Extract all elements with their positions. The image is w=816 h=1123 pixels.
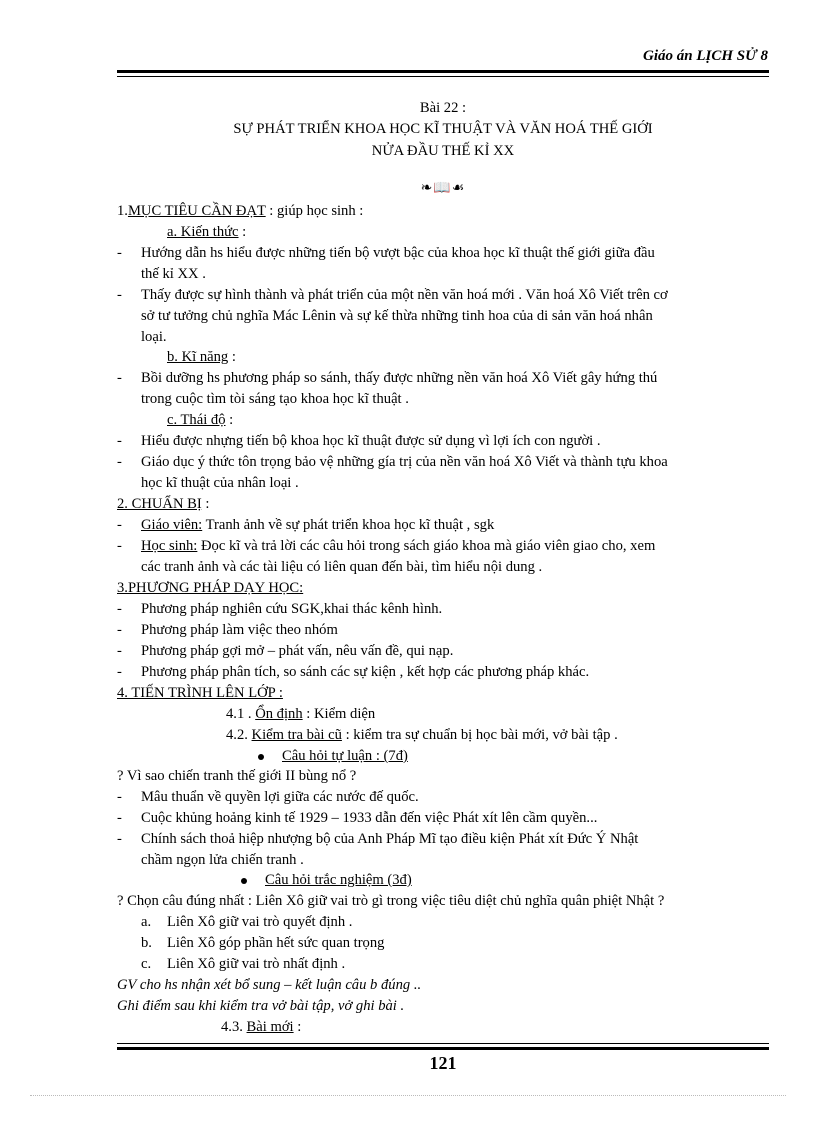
essay-question-label: Câu hỏi tự luận : (7đ) — [258, 748, 408, 765]
header-rule-thick — [117, 70, 769, 73]
list-item-cont: loại. — [141, 329, 167, 345]
header-rule-thin — [117, 76, 769, 77]
page-number: 121 — [429, 1053, 457, 1073]
list-item: Thấy được sự hình thành và phát triển của một nền văn hoá mới . Văn hoá Xô Viết trên cơ — [141, 287, 668, 303]
subheading-ki-nang: b. Kĩ năng : — [167, 349, 236, 365]
dash: - — [117, 433, 122, 449]
subsection-4-3: 4.3. Bài mới : — [221, 1019, 302, 1035]
list-item-cont: trong cuộc tìm tòi sáng tạo khoa học kĩ thuật . — [141, 391, 409, 407]
list-item-cont: học kĩ thuật của nhân loại . — [141, 475, 299, 491]
header-title: Giáo án LỊCH SỬ 8 — [643, 48, 768, 64]
dash: - — [117, 370, 122, 386]
teacher-note: GV cho hs nhận xét bổ sung – kết luận câu b đúng .. — [117, 977, 422, 993]
list-item-giao-vien: Giáo viên: Tranh ảnh về sự phát triển khoa học kĩ thuật , sgk — [141, 517, 495, 533]
list-item-cont: các tranh ảnh và các tài liệu có liên quan đến bài, tìm hiểu nội dung . — [141, 559, 543, 575]
mc-question-label: Câu hỏi trắc nghiệm (3đ) — [241, 872, 412, 889]
bullet-icon — [258, 754, 264, 760]
answer-item: Cuộc khủng hoảng kinh tế 1929 – 1933 dẫn đến việc Phát xít lên cầm quyền... — [141, 810, 598, 826]
subsection-4-2: 4.2. Kiểm tra bài cũ : kiểm tra sự chuẩn bị học bài mới, vở bài tập . — [226, 727, 618, 743]
option-b: b. Liên Xô góp phần hết sức quan trọng — [141, 935, 385, 951]
subsection-4-1: 4.1 . Ổn định : Kiểm diện — [226, 706, 376, 722]
dash: - — [117, 643, 122, 659]
list-item: Giáo dục ý thức tôn trọng bảo vệ những gía trị của nền văn hoá Xô Viết và thành tựu khoa — [141, 454, 668, 470]
section2-heading: 2. CHUẨN BỊ : — [117, 496, 210, 512]
dash: - — [117, 789, 122, 805]
dash: - — [117, 831, 122, 847]
question-text: ? Vì sao chiến tranh thế giới II bùng nổ ? — [117, 768, 357, 784]
question-text: ? Chọn câu đúng nhất : Liên Xô giữ vai trò gì trong việc tiêu diệt chủ nghĩa quân phiệt Nhật ? — [117, 893, 665, 909]
answer-item-cont: chầm ngọn lửa chiến tranh . — [141, 852, 304, 868]
list-item: Bồi dưỡng hs phương pháp so sánh, thấy được những nền văn hoá Xô Viết gây hứng thú — [141, 370, 658, 386]
list-item: Phương pháp phân tích, so sánh các sự kiện , kết hợp các phương pháp khác. — [141, 664, 590, 680]
footer-rule-thick — [117, 1047, 769, 1050]
list-item: Phương pháp gợi mở – phát vấn, nêu vấn đề, qui nạp. — [141, 643, 454, 659]
page-edge — [30, 1095, 786, 1096]
dash: - — [117, 245, 122, 261]
list-item: Hiểu được nhựng tiến bộ khoa học kĩ thuật được sử dụng vì lợi ích con người . — [141, 433, 601, 449]
list-item: Phương pháp nghiên cứu SGK,khai thác kênh hình. — [141, 601, 443, 617]
section1-heading: 1.MỤC TIÊU CẦN ĐẠT : giúp học sinh : — [117, 203, 364, 219]
option-a: a. Liên Xô giữ vai trò quyết định . — [141, 914, 353, 930]
lesson-number: Bài 22 : — [419, 100, 467, 116]
list-item: Phương pháp làm việc theo nhóm — [141, 622, 338, 638]
answer-item: Chính sách thoả hiệp nhượng bộ của Anh Pháp Mĩ tạo điều kiện Phát xít Đức Ý Nhật — [141, 831, 639, 847]
lesson-title-line1: SỰ PHÁT TRIỂN KHOA HỌC KĨ THUẬT VÀ VĂN HOÁ THẾ GIỚI — [233, 121, 653, 137]
subheading-kien-thuc: a. Kiến thức : — [167, 224, 247, 240]
dash: - — [117, 622, 122, 638]
teacher-note: Ghi điểm sau khi kiểm tra vở bài tập, vở ghi bài . — [117, 998, 405, 1014]
answer-item: Mâu thuẩn về quyền lợi giữa các nước đế quốc. — [141, 789, 419, 805]
list-item-cont: sở tư tưởng chủ nghĩa Mác Lênin và sự kế thừa những tinh hoa của di sản văn hoá nhân — [141, 308, 653, 324]
section4-heading: 4. TIẾN TRÌNH LÊN LỚP : — [117, 685, 283, 701]
dash: - — [117, 287, 122, 303]
dash: - — [117, 454, 122, 470]
dash: - — [117, 538, 122, 554]
list-item-hoc-sinh: Học sinh: Đọc kĩ và trả lời các câu hỏi trong sách giáo khoa mà giáo viên giao cho, xem — [141, 538, 656, 554]
option-c: c. Liên Xô giữ vai trò nhất định . — [141, 956, 346, 972]
dash: - — [117, 601, 122, 617]
lesson-title-line2: NỬA ĐẦU THẾ KỈ XX — [371, 143, 515, 159]
dash: - — [117, 810, 122, 826]
dash: - — [117, 517, 122, 533]
ornament-icon: ❧📖☙ — [420, 181, 466, 196]
list-item-cont: thế kỉ XX . — [141, 266, 206, 282]
section3-heading: 3.PHƯƠNG PHÁP DẠY HỌC: — [117, 580, 304, 596]
subheading-thai-do: c. Thái độ : — [167, 412, 234, 428]
list-item: Hướng dẫn hs hiểu được những tiến bộ vượt bậc của khoa học kĩ thuật thế giới giữa đầu — [141, 245, 655, 261]
bullet-icon — [241, 878, 247, 884]
dash: - — [117, 664, 122, 680]
footer-rule-thin — [117, 1043, 769, 1044]
